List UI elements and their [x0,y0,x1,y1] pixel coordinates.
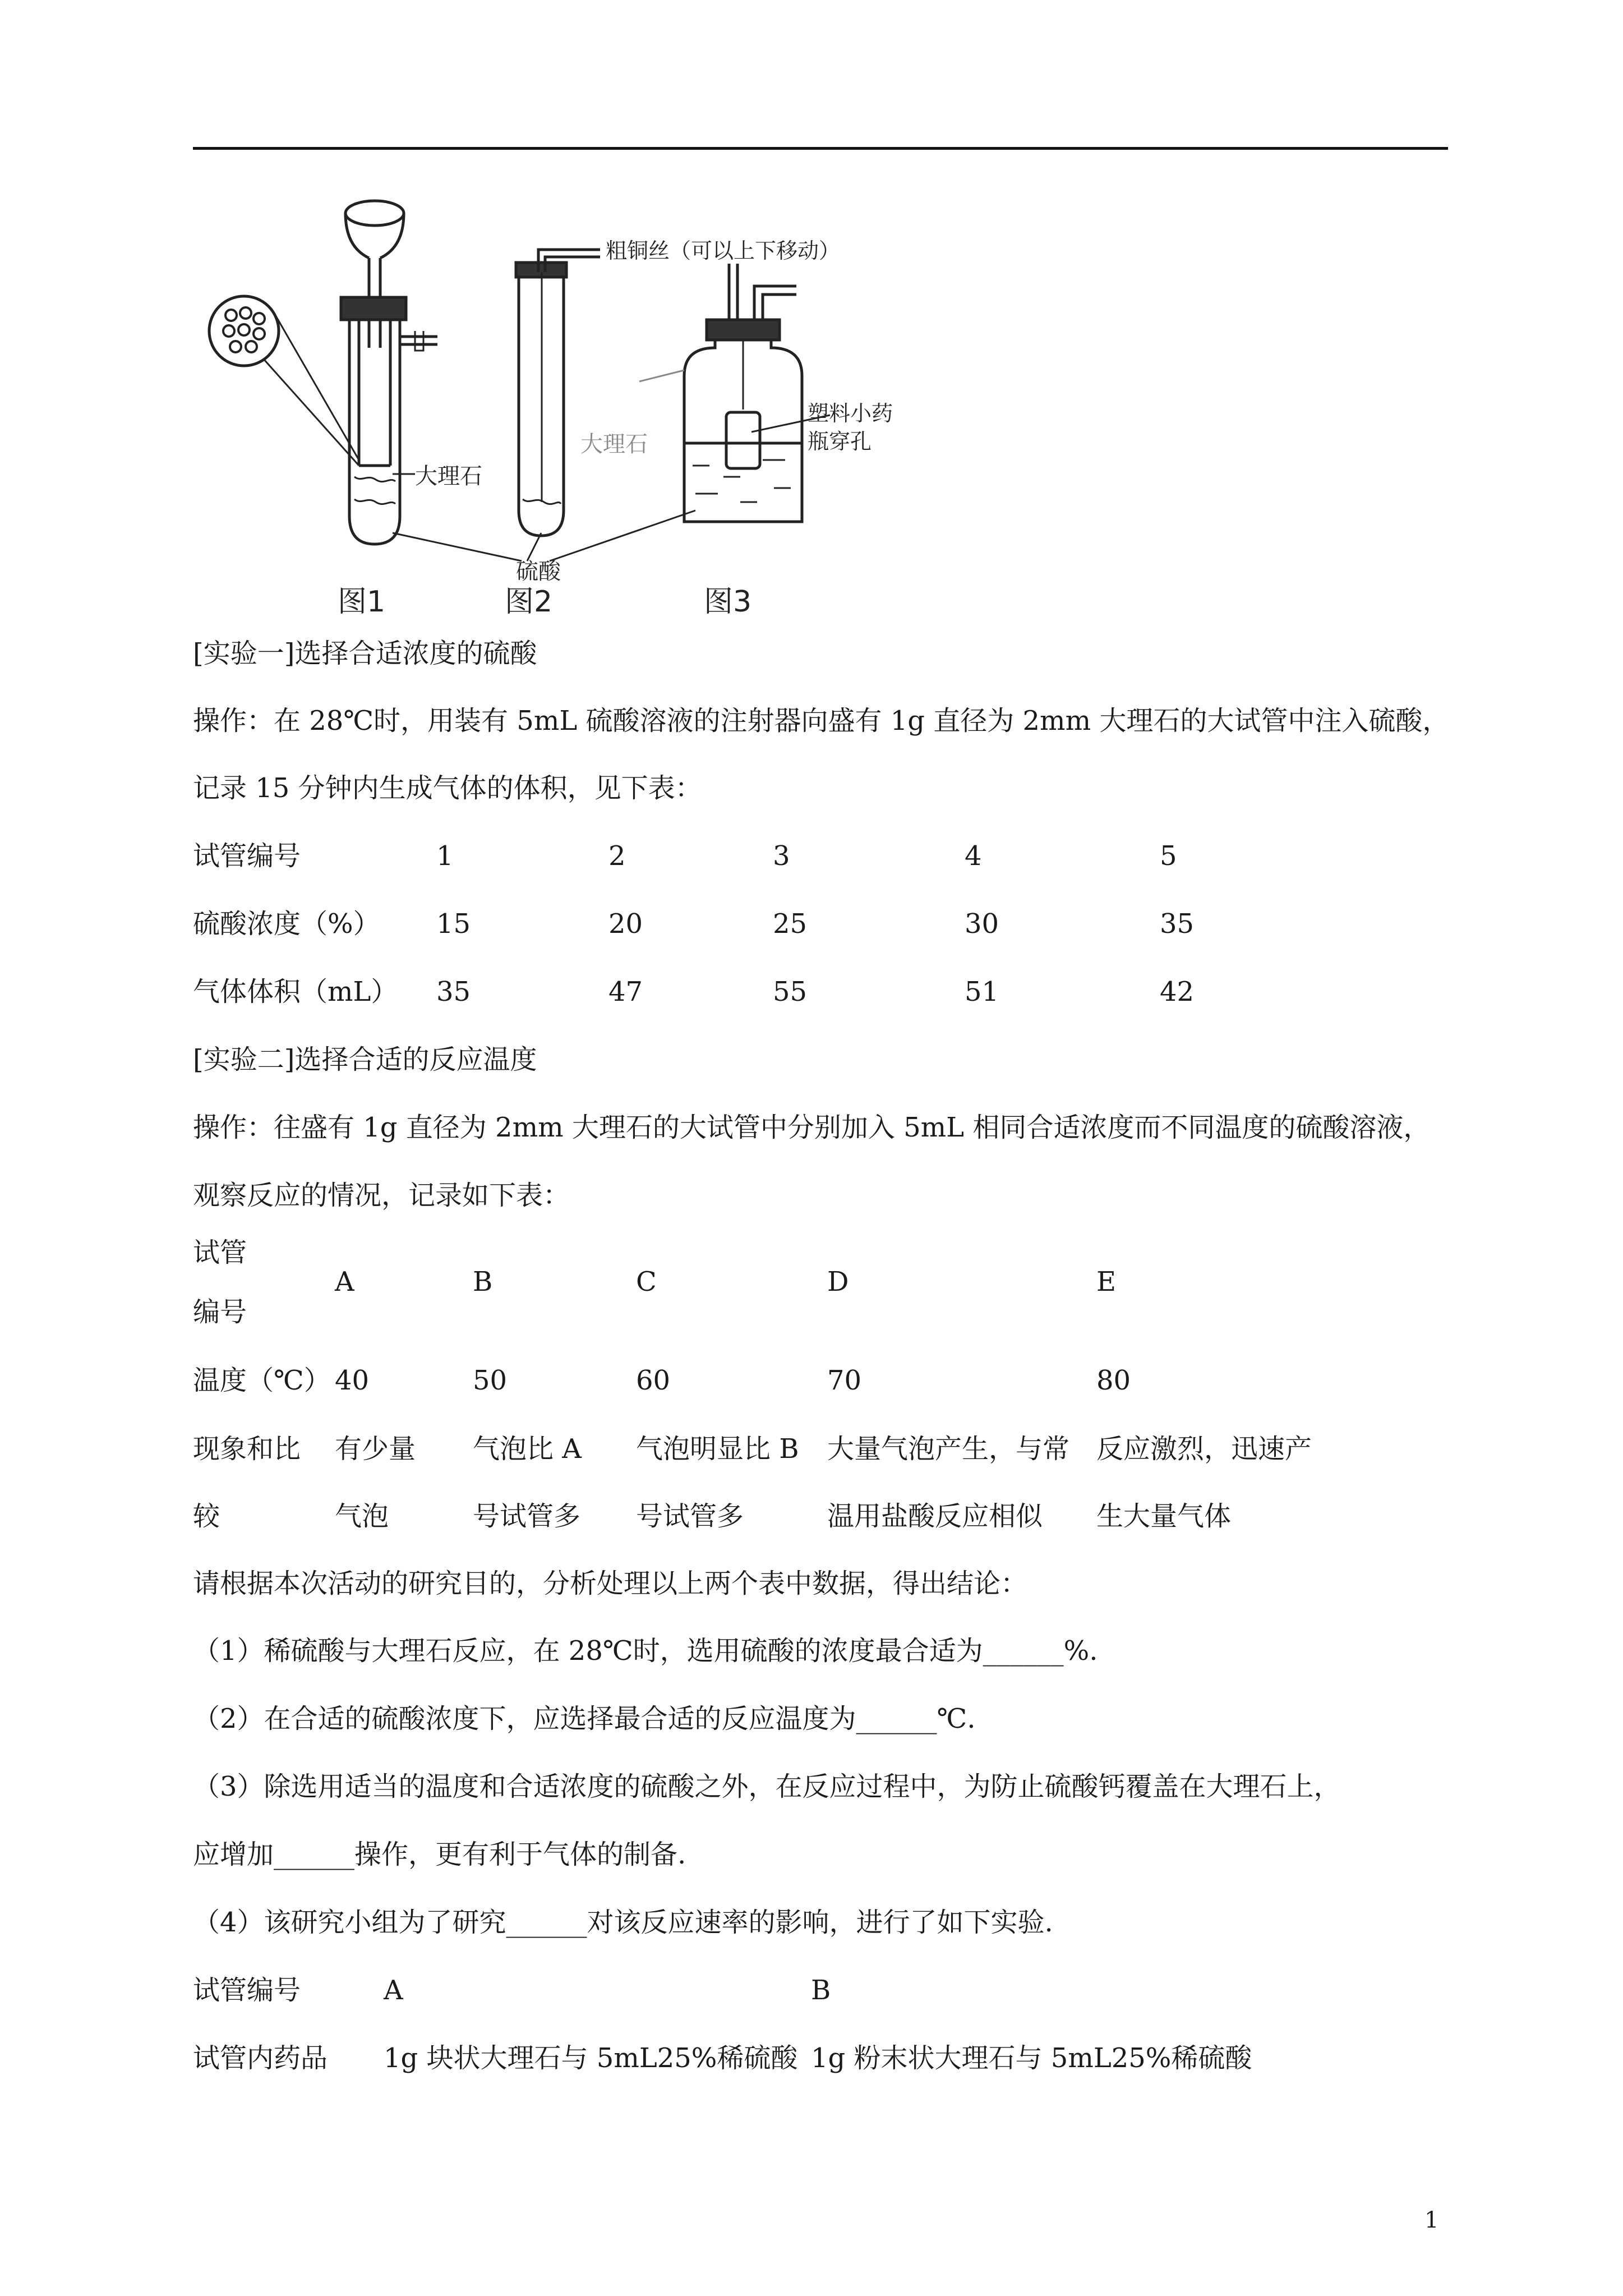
caption-fig1: 图1 [338,585,386,619]
exp1-conc-5: 35 [1160,908,1195,940]
exp1-vol-1: 35 [436,976,471,1007]
label-sulfuric: 硫酸 [516,559,561,585]
question-4-blank[interactable]: ______ [506,1907,587,1938]
exp1-row-header-tube: 试管编号 [193,840,301,872]
question-3-text: 应增加 [193,1839,274,1870]
exp1-tube-2: 2 [608,840,626,872]
exp2-phen-e-1: 反应激烈，迅速产 [1096,1433,1312,1465]
question-4-suffix: 对该反应速率的影响，进行了如下实验. [587,1907,1053,1938]
exp2-phen-c-2: 号试管多 [636,1501,744,1532]
exp2-tube-e: E [1096,1266,1117,1297]
question-3-suffix: 操作，更有利于气体的制备. [354,1839,686,1870]
label-vial-1: 塑料小药 [808,401,893,426]
exp1-conc-3: 25 [773,908,808,940]
page-number: 1 [1424,2207,1439,2233]
question-1 [193,1634,1098,1668]
exp2-tube-b: B [473,1266,493,1297]
exp2-temp-label: 温度（℃） [193,1365,331,1396]
exp1-operation-line2: 记录 15 分钟内生成气体的体积，见下表： [193,772,702,804]
exp2-phen-d-1: 大量气泡产生，与常 [827,1433,1070,1465]
exp2-temp-d: 70 [827,1365,862,1396]
exp2-operation-line2: 观察反应的情况，记录如下表： [193,1180,570,1211]
label-marble-fig3: 大理石 [580,431,648,457]
question-3-line1: （3）除选用适当的温度和合适浓度的硫酸之外，在反应过程中，为防止硫酸钙覆盖在大理石上， [193,1771,1341,1802]
question-1-blank[interactable]: ______ [983,1635,1064,1667]
exp2-phen-label-2: 较 [193,1501,220,1532]
exp1-vol-5: 42 [1160,976,1195,1007]
exp2-phen-e-2: 生大量气体 [1096,1501,1232,1532]
exp2-phen-c-1: 气泡明显比 B [636,1433,799,1465]
exp2-tube-d: D [827,1266,849,1297]
exp2-tube-label-2: 编号 [193,1296,247,1328]
question-1-suffix: %. [1063,1635,1098,1667]
exp2-operation-line1: 操作：往盛有 1g 直径为 2mm 大理石的大试管中分别加入 5mL 相同合适浓度而不同温度的硫酸溶液， [193,1112,1431,1143]
label-copper-wire: 粗铜丝（可以上下移动） [606,238,841,263]
exp1-conc-2: 20 [608,908,643,940]
exp2-phen-a-2: 气泡 [335,1501,389,1532]
question-4-text: （4）该研究小组为了研究 [193,1907,506,1938]
table3-content-b: 1g 粉末状大理石与 5mL25%稀硫酸 [811,2042,1252,2074]
exp2-phen-label-1: 现象和比 [193,1433,301,1465]
question-2-text: （2）在合适的硫酸浓度下，应选择最合适的反应温度为 [193,1703,856,1734]
questions-intro: 请根据本次活动的研究目的，分析处理以上两个表中数据，得出结论： [193,1568,1028,1599]
exp1-tube-3: 3 [773,840,790,872]
exp1-tube-4: 4 [965,840,982,872]
question-3-line2 [193,1837,686,1872]
exp2-temp-e: 80 [1096,1365,1131,1396]
exp2-temp-a: 40 [335,1365,370,1396]
exp1-row-header-volume: 气体体积（mL） [193,976,398,1007]
exp1-row-header-concentration: 硫酸浓度（%） [193,908,380,940]
exp2-tube-c: C [636,1266,657,1297]
exp1-conc-1: 15 [436,908,471,940]
exp2-phen-d-2: 温用盐酸反应相似 [827,1501,1043,1532]
exp2-tube-label-1: 试管 [193,1237,247,1268]
question-1-text: （1）稀硫酸与大理石反应，在 28℃时，选用硫酸的浓度最合适为 [193,1635,983,1667]
question-4 [193,1905,1053,1940]
exp2-phen-b-1: 气泡比 A [473,1433,582,1465]
question-2-blank[interactable]: ______ [856,1703,937,1734]
caption-fig3: 图3 [704,585,752,619]
exp1-conc-4: 30 [965,908,999,940]
exp2-phen-b-2: 号试管多 [473,1501,581,1532]
table3-header-label: 试管编号 [193,1975,301,2006]
exp2-temp-c: 60 [636,1365,671,1396]
exp2-title: [实验二]选择合适的反应温度 [193,1044,537,1075]
apparatus-figure [191,196,965,623]
exp1-tube-5: 5 [1160,840,1177,872]
question-2-suffix: ℃. [937,1703,976,1734]
caption-fig2: 图2 [505,585,553,619]
exp1-title: [实验一]选择合适浓度的硫酸 [193,638,537,669]
label-marble-fig1: 大理石 [415,463,482,489]
label-vial-2: 瓶穿孔 [808,429,872,454]
exp2-tube-a: A [335,1266,354,1297]
exp1-operation-line1: 操作：在 28℃时，用装有 5mL 硫酸溶液的注射器向盛有 1g 直径为 2mm 大理石的大试管中注入硫酸， [193,705,1450,737]
exp1-vol-3: 55 [773,976,808,1007]
table3-content-label: 试管内药品 [193,2042,328,2074]
question-3-blank[interactable]: ______ [274,1839,355,1870]
exp2-phen-a-1: 有少量 [335,1433,416,1465]
exp2-temp-b: 50 [473,1365,508,1396]
table3-tube-a: A [384,1975,403,2006]
table3-content-a: 1g 块状大理石与 5mL25%稀硫酸 [384,2042,798,2074]
header-rule [193,147,1448,150]
question-2 [193,1701,976,1736]
table3-tube-b: B [811,1975,831,2006]
exp1-vol-4: 51 [965,976,999,1007]
exp1-tube-1: 1 [436,840,454,872]
exp1-vol-2: 47 [608,976,643,1007]
